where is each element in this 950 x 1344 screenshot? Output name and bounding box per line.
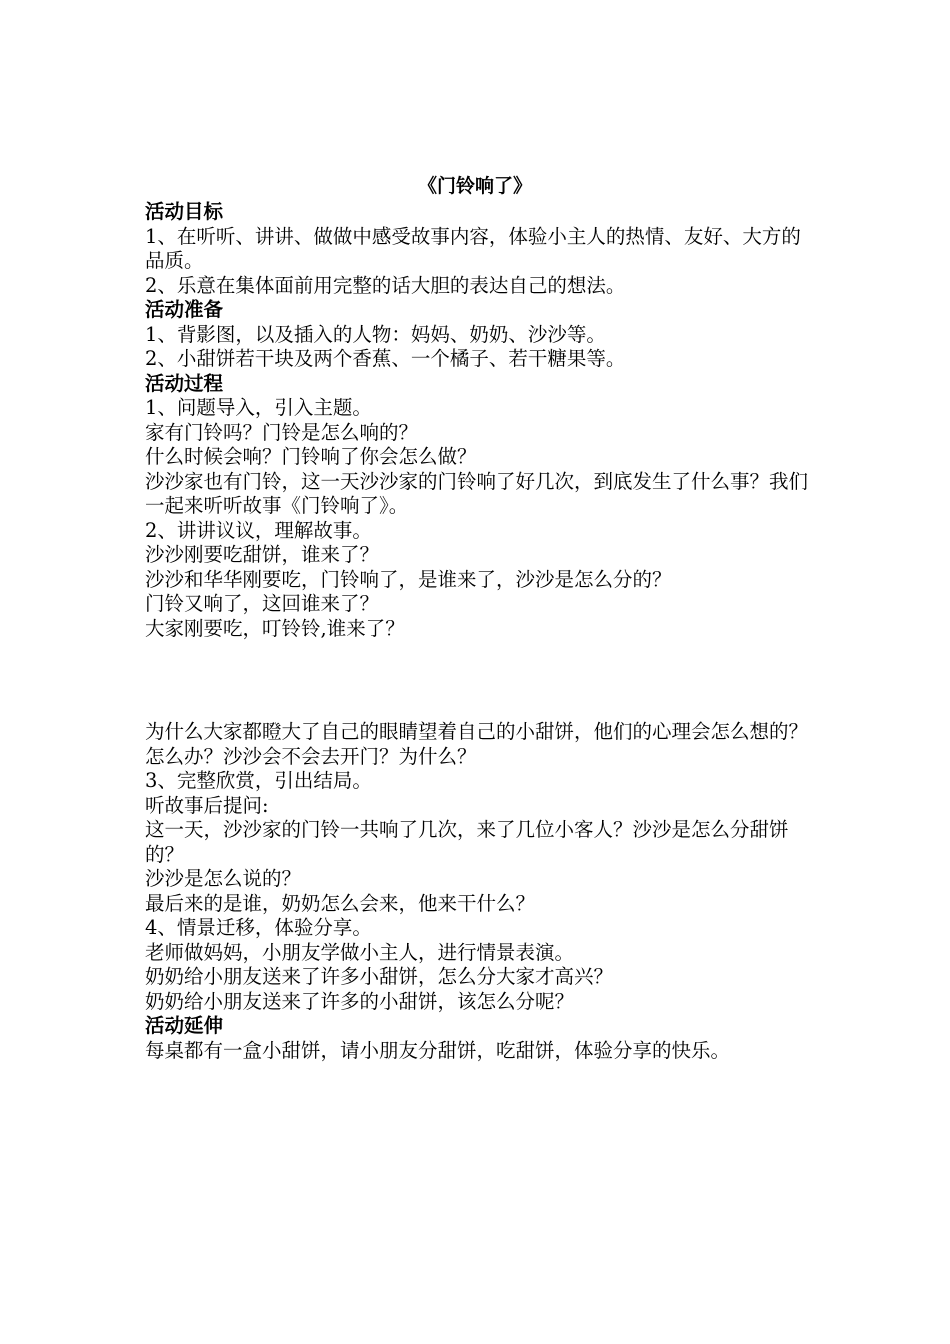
process-line: 怎么办？沙沙会不会去开门？为什么？ <box>145 744 477 768</box>
content-block-lower <box>145 720 813 1063</box>
process-line: 沙沙家也有门铃，这一天沙沙家的门铃响了好几次，到底发生了什么事？我们一起来听听故事《门铃响了》。 <box>145 469 809 517</box>
process-line: 老师做妈妈，小朋友学做小主人，进行情景表演。 <box>145 940 575 964</box>
preparation-line-2: 2、小甜饼若干块及两个香蕉、一个橘子、若干糖果等。 <box>145 347 626 370</box>
heading-activity-preparation: 活动准备 <box>145 298 224 321</box>
process-line: 门铃又响了，这回谁来了？ <box>145 592 380 615</box>
document-title: 《门铃响了》 <box>417 175 532 197</box>
process-line: 最后来的是谁，奶奶怎么会来，他来干什么？ <box>145 891 536 915</box>
heading-activity-goals: 活动目标 <box>145 200 224 223</box>
heading-activity-process: 活动过程 <box>145 371 224 395</box>
goal-line-2: 2、乐意在集体面前用完整的话大胆的表达自己的想法。 <box>145 273 626 297</box>
process-line: 沙沙刚要吃甜饼，谁来了？ <box>145 543 380 566</box>
extension-line: 每桌都有一盒小甜饼，请小朋友分甜饼，吃甜饼，体验分享的快乐。 <box>145 1038 731 1062</box>
process-line: 听故事后提问: <box>145 793 269 817</box>
goal-line-1: 1、在听听、讲讲、做做中感受故事内容，体验小主人的热情、友好、大方的品质。 <box>145 224 801 272</box>
process-line: 为什么大家都瞪大了自己的眼睛望着自己的小甜饼，他们的心理会怎么想的？ <box>145 720 809 743</box>
process-line: 什么时候会响？门铃响了你会怎么做？ <box>145 445 477 468</box>
process-line: 家有门铃吗？门铃是怎么响的？ <box>145 420 419 444</box>
process-line: 3、完整欣赏，引出结局。 <box>145 769 372 792</box>
process-line: 2、讲讲议议，理解故事。 <box>145 518 372 542</box>
process-line: 奶奶给小朋友送来了许多的小甜饼，该怎么分呢？ <box>145 989 575 1013</box>
process-line: 沙沙和华华刚要吃，门铃响了，是谁来了，沙沙是怎么分的？ <box>145 567 672 591</box>
heading-activity-extension: 活动延伸 <box>145 1014 224 1037</box>
process-line: 1、问题导入，引入主题。 <box>145 396 372 419</box>
preparation-line-1: 1、背影图，以及插入的人物：妈妈、奶奶、沙沙等。 <box>145 322 606 346</box>
process-line: 大家刚要吃，叮铃铃,谁来了？ <box>145 616 405 640</box>
process-line: 奶奶给小朋友送来了许多小甜饼，怎么分大家才高兴？ <box>145 965 614 988</box>
process-line: 沙沙是怎么说的？ <box>145 867 302 890</box>
process-line: 4、情景迁移，体验分享。 <box>145 916 372 939</box>
process-line: 这一天，沙沙家的门铃一共响了几次，来了几位小客人？沙沙是怎么分甜饼的？ <box>145 818 789 866</box>
content-block-upper <box>145 200 813 641</box>
